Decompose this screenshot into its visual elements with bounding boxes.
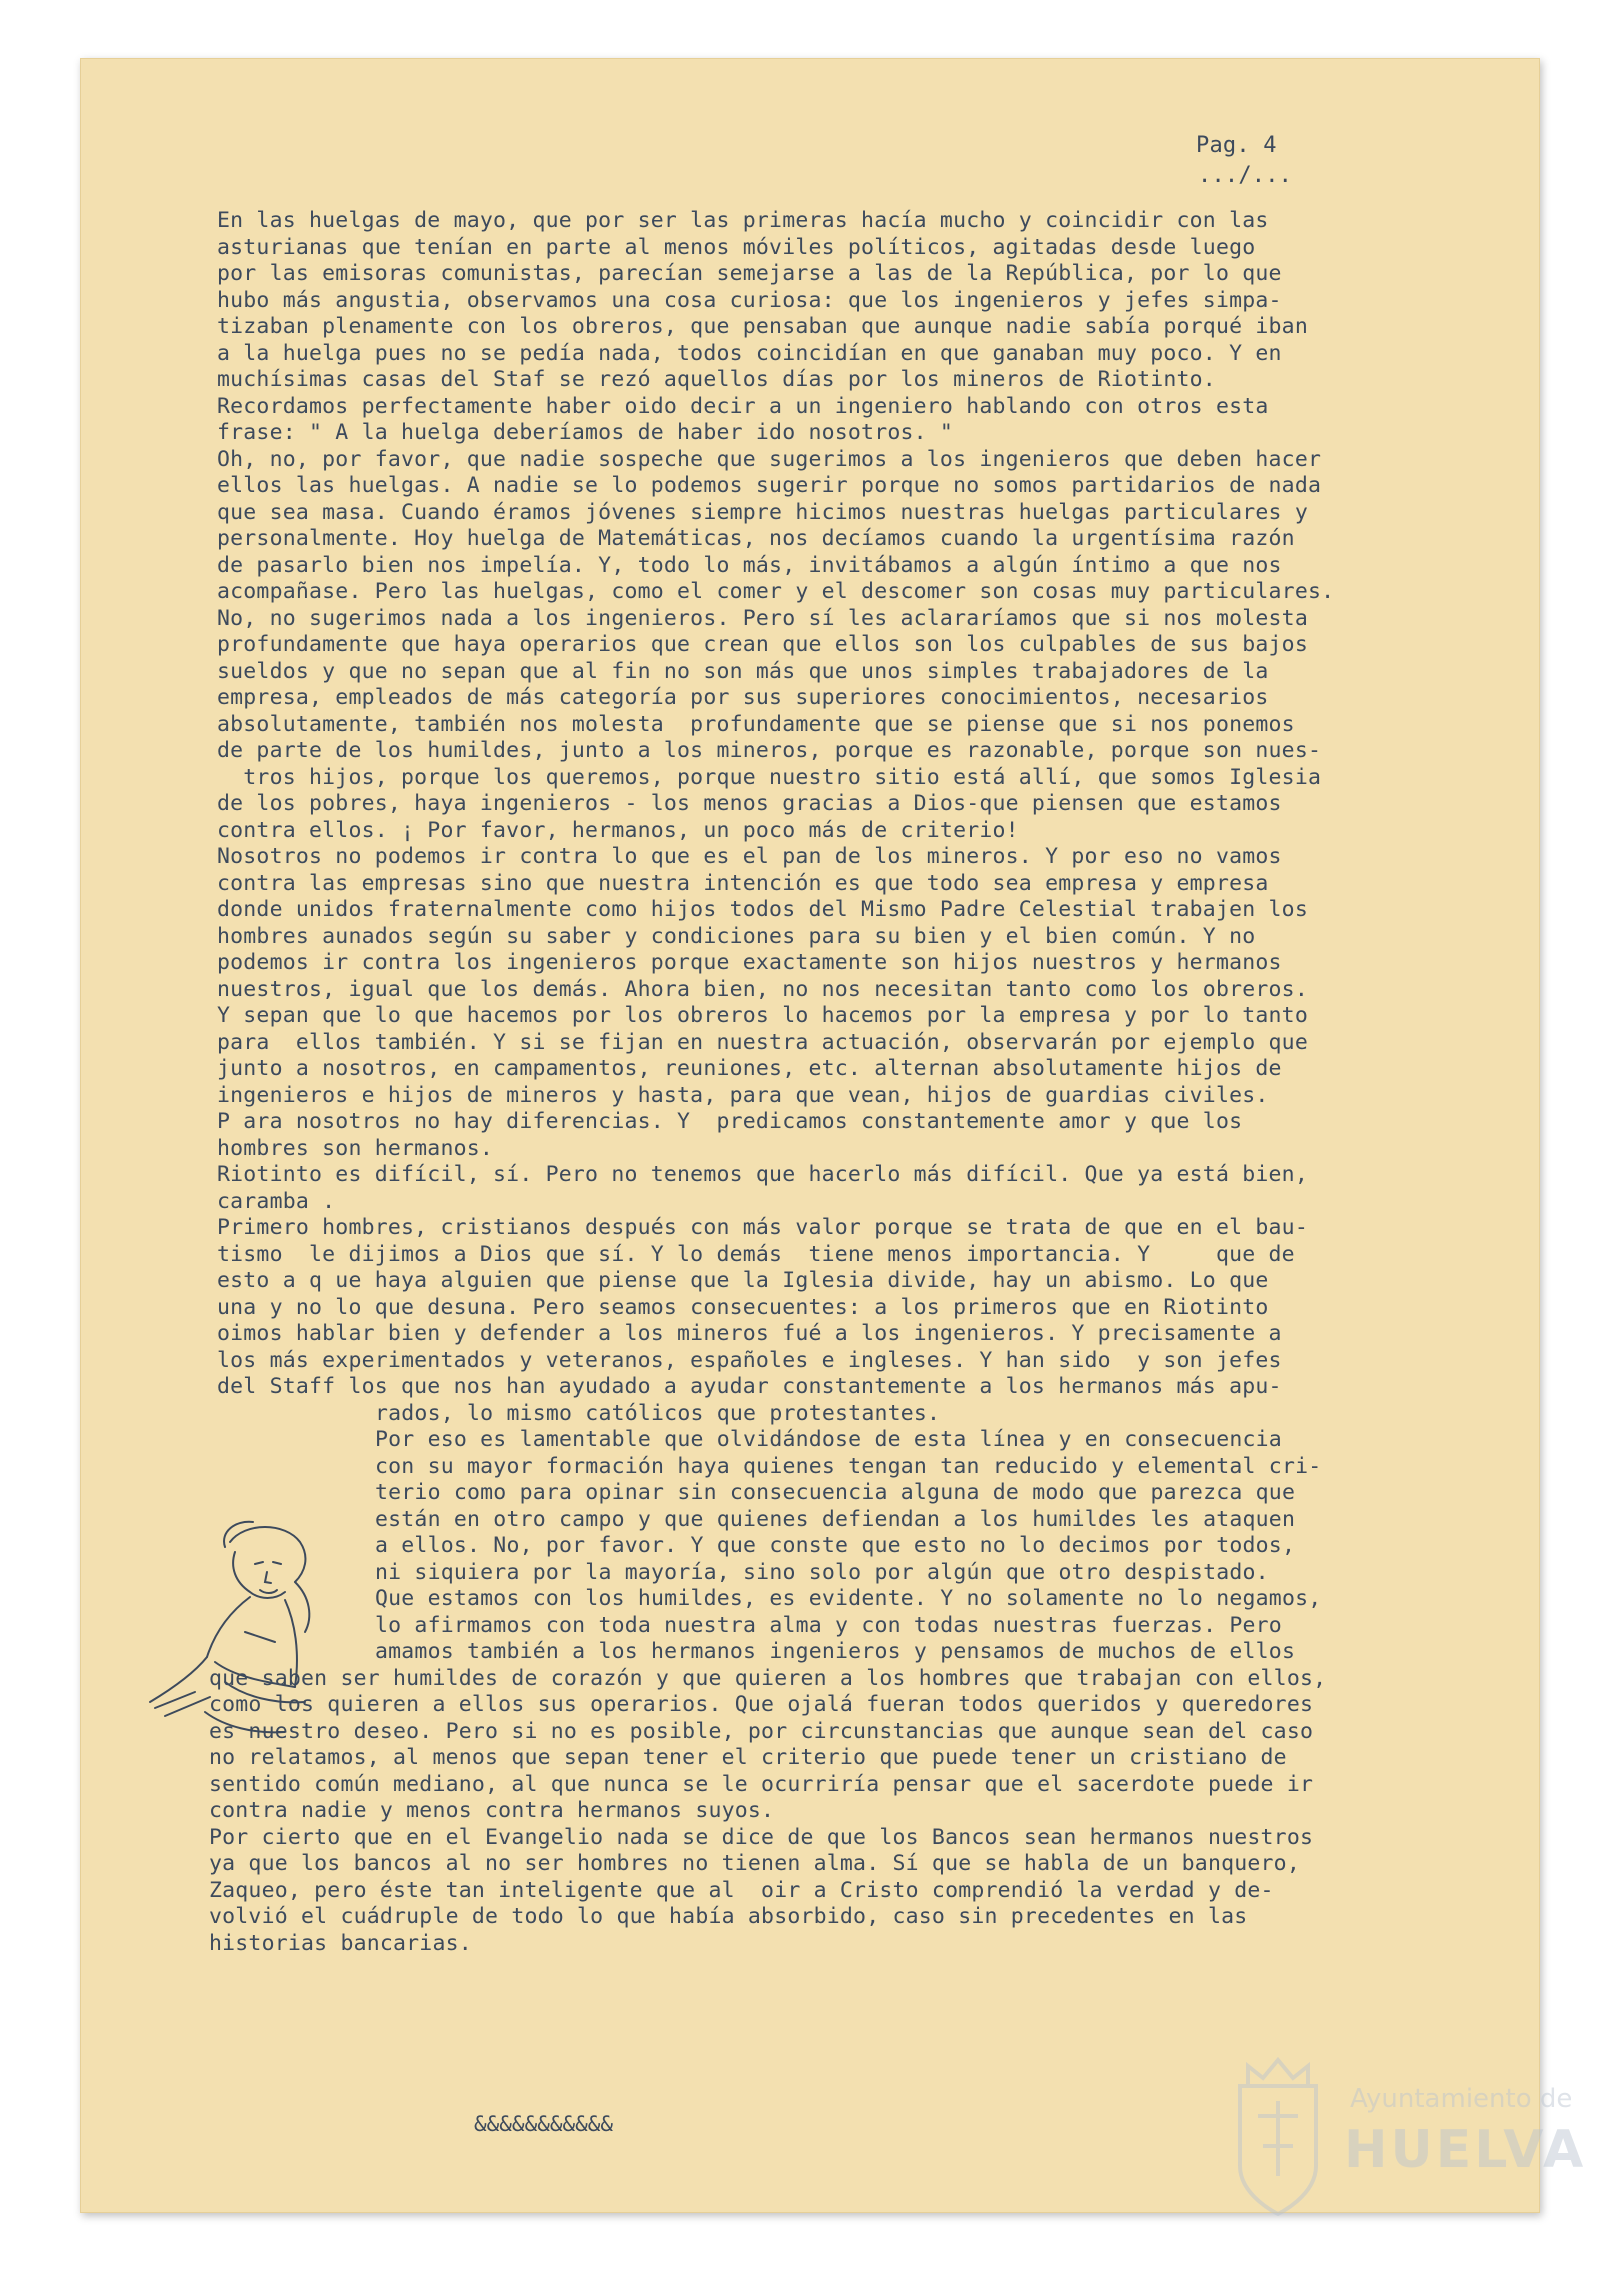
page-header [1196, 131, 1292, 191]
text-line: donde unidos fraternalmente como hijos todos del Mismo Padre Celestial trabajen los [217, 897, 1308, 922]
text-line: profundamente que haya operarios que crean que ellos son los culpables de sus bajos [217, 632, 1308, 657]
continuation-mark: .../... [1198, 163, 1293, 188]
text-line: volvió el cuádruple de todo lo que había absorbido, caso sin precedentes en las [209, 1904, 1248, 1929]
text-line: frase: " A la huelga deberíamos de haber ido nosotros. " [217, 420, 954, 445]
text-line: absolutamente, también nos molesta profundamente que se piense que si nos ponemos [217, 711, 1295, 737]
text-line: P ara nosotros no hay diferencias. Y predicamos constantemente amor y que los [217, 1109, 1243, 1134]
text-line: del Staff los que nos han ayudado a ayudar constantemente a los hermanos más apu- [217, 1374, 1282, 1399]
text-line: amamos también a los hermanos ingenieros y pensamos de muchos de ellos [375, 1639, 1296, 1664]
text-line: podemos ir contra los ingenieros porque exactamente son hijos nuestros y hermanos [217, 950, 1282, 975]
text-line: Recordamos perfectamente haber oido decir a un ingeniero hablando con otros esta [217, 393, 1269, 419]
text-line: asturianas que tenían en parte al menos móviles políticos, agitadas desde luego [217, 234, 1256, 260]
text-line: por las emisoras comunistas, parecían semejarse a las de la República, por lo que [217, 261, 1282, 286]
text-line: de los pobres, haya ingenieros - los menos gracias a Dios-que piensen que estamos [217, 791, 1282, 816]
closing-mark: &&&&&&&&&&& [474, 2112, 614, 2136]
page-number: Pag. 4 [1196, 133, 1277, 158]
text-line: contra las empresas sino que nuestra intención es que todo sea empresa y empresa [217, 870, 1269, 896]
text-line: junto a nosotros, en campamentos, reuniones, etc. alternan absolutamente hijos de [217, 1056, 1282, 1081]
text-line: contra ellos. ¡ Por favor, hermanos, un poco más de criterio! [217, 817, 1019, 843]
text-line: como los quieren a ellos sus operarios. Que ojalá fueran todos queridos y queredores [209, 1692, 1314, 1717]
text-line: los más experimentados y veteranos, españoles e ingleses. Y han sido y son jefes [217, 1347, 1282, 1373]
text-line: Nosotros no podemos ir contra lo que es el pan de los mineros. Y por eso no vamos [217, 844, 1282, 869]
watermark-city: HUELVA [1344, 2120, 1587, 2180]
text-line: esto a q ue haya alguien que piense que la Iglesia divide, hay un abismo. Lo que [217, 1268, 1269, 1293]
text-line: una y no lo que desuna. Pero seamos consecuentes: a los primeros que en Riotinto [217, 1294, 1269, 1320]
text-line: ni siquiera por la mayoría, sino solo por algún que otro despistado. [375, 1559, 1269, 1585]
text-line: para ellos también. Y si se fijan en nuestra actuación, observarán por ejemplo que [217, 1029, 1308, 1055]
text-line: caramba . [217, 1188, 336, 1214]
text-line: a la huelga pues no se pedía nada, todos coincidían en que ganaban muy poco. Y en [217, 340, 1282, 366]
text-line: No, no sugerimos nada a los ingenieros. Pero sí les aclararíamos que si nos molesta [217, 605, 1308, 631]
text-line: personalmente. Hoy huelga de Matemáticas, nos decíamos cuando la urgentísima razón [217, 526, 1295, 551]
text-line: tizaban plenamente con los obreros, que pensaban que aunque nadie sabía porqué iban [217, 314, 1308, 339]
text-line: Y sepan que lo que hacemos por los obreros lo hacemos por la empresa y por lo tanto [217, 1003, 1308, 1028]
text-line: hubo más angustia, observamos una cosa curiosa: que los ingenieros y jefes simpa- [217, 287, 1282, 313]
text-line: ya que los bancos al no ser hombres no tienen alma. Sí que se habla de un banquero, [209, 1851, 1300, 1876]
watermark-title: Ayuntamiento de [1350, 2084, 1573, 2114]
text-line: lo afirmamos con toda nuestra alma y con todas nuestras fuerzas. Pero [375, 1612, 1282, 1638]
text-line: Riotinto es difícil, sí. Pero no tenemos que hacerlo más difícil. Que ya está bien, [217, 1162, 1308, 1187]
text-line: Oh, no, por favor, que nadie sospeche que sugerimos a los ingenieros que deben hacer [217, 446, 1322, 472]
text-line: a ellos. No, por favor. Y que conste que esto no lo decimos por todos, [375, 1533, 1296, 1558]
text-line: rados, lo mismo católicos que protestantes. [375, 1400, 941, 1426]
text-line: empresa, empleados de más categoría por sus superiores conocimientos, necesarios [217, 685, 1269, 710]
text-line: Por eso es lamentable que olvidándose de esta línea y en consecuencia [375, 1427, 1282, 1452]
text-line: acompañase. Pero las huelgas, como el comer y el descomer son cosas muy particulares. [217, 579, 1335, 604]
text-line: con su mayor formación haya quienes tengan tan reducido y elemental cri- [375, 1453, 1322, 1479]
text-line: tros hijos, porque los queremos, porque nuestro sitio está allí, que somos Iglesia [217, 764, 1322, 790]
text-line: Primero hombres, cristianos después con más valor porque se trata de que en el bau- [217, 1215, 1308, 1240]
text-line: historias bancarias. [209, 1930, 472, 1956]
hand-drawn-figure-sketch-icon [135, 1512, 355, 1752]
text-line: de pasarlo bien nos impelía. Y, todo lo más, invitábamos a algún íntimo a que nos [217, 552, 1282, 578]
text-line: muchísimas casas del Staf se rezó aquellos días por los mineros de Riotinto. [217, 367, 1216, 392]
text-line: no relatamos, al menos que sepan tener el criterio que puede tener un cristiano de [209, 1745, 1287, 1770]
city-coat-of-arms-icon [1228, 2046, 1328, 2221]
text-line: nuestros, igual que los demás. Ahora bien, no nos necesitan tanto como los obreros. [217, 976, 1308, 1002]
text-line: terio como para opinar sin consecuencia alguna de modo que parezca que [375, 1480, 1296, 1505]
text-line: ellos las huelgas. A nadie se lo podemos sugerir porque no somos partidarios de nada [217, 473, 1322, 498]
text-line: hombres aunados según su saber y condiciones para su bien y el bien común. Y no [217, 923, 1256, 949]
text-line: En las huelgas de mayo, que por ser las primeras hacía mucho y coincidir con las [217, 208, 1269, 233]
text-line: Por cierto que en el Evangelio nada se dice de que los Bancos sean hermanos nuestros [209, 1824, 1314, 1850]
text-line: Zaqueo, pero éste tan inteligente que al oir a Cristo comprendió la verdad y de- [209, 1877, 1274, 1903]
text-line: Que estamos con los humildes, es evidente. Y no solamente no lo negamos, [375, 1586, 1322, 1611]
watermark [1228, 2040, 1587, 2230]
text-line: están en otro campo y que quienes defiendan a los humildes les ataquen [375, 1506, 1296, 1532]
text-line: que sea masa. Cuando éramos jóvenes siempre hicimos nuestras huelgas particulares y [217, 499, 1308, 525]
text-line: de parte de los humildes, junto a los mineros, porque es razonable, porque son nues- [217, 738, 1322, 763]
text-line: tismo le dijimos a Dios que sí. Y lo demás tiene menos importancia. Y que de [217, 1241, 1295, 1267]
text-line: ingenieros e hijos de mineros y hasta, para que vean, hijos de guardias civiles. [217, 1082, 1269, 1108]
text-line: hombres son hermanos. [217, 1135, 494, 1161]
text-line: contra nadie y menos contra hermanos suyos. [209, 1798, 775, 1823]
text-line: sueldos y que no sepan que al fin no son más que unos simples trabajadores de la [217, 658, 1269, 684]
text-line: es nuestro deseo. Pero si no es posible, por circunstancias que aunque sean del caso [209, 1718, 1314, 1744]
text-line: sentido común mediano, al que nunca se le ocurriría pensar que el sacerdote puede ir [209, 1771, 1314, 1797]
text-line: que saben ser humildes de corazón y que quieren a los hombres que trabajan con ellos, [209, 1665, 1327, 1691]
text-line: oimos hablar bien y defender a los mineros fué a los ingenieros. Y precisamente a [217, 1321, 1282, 1346]
